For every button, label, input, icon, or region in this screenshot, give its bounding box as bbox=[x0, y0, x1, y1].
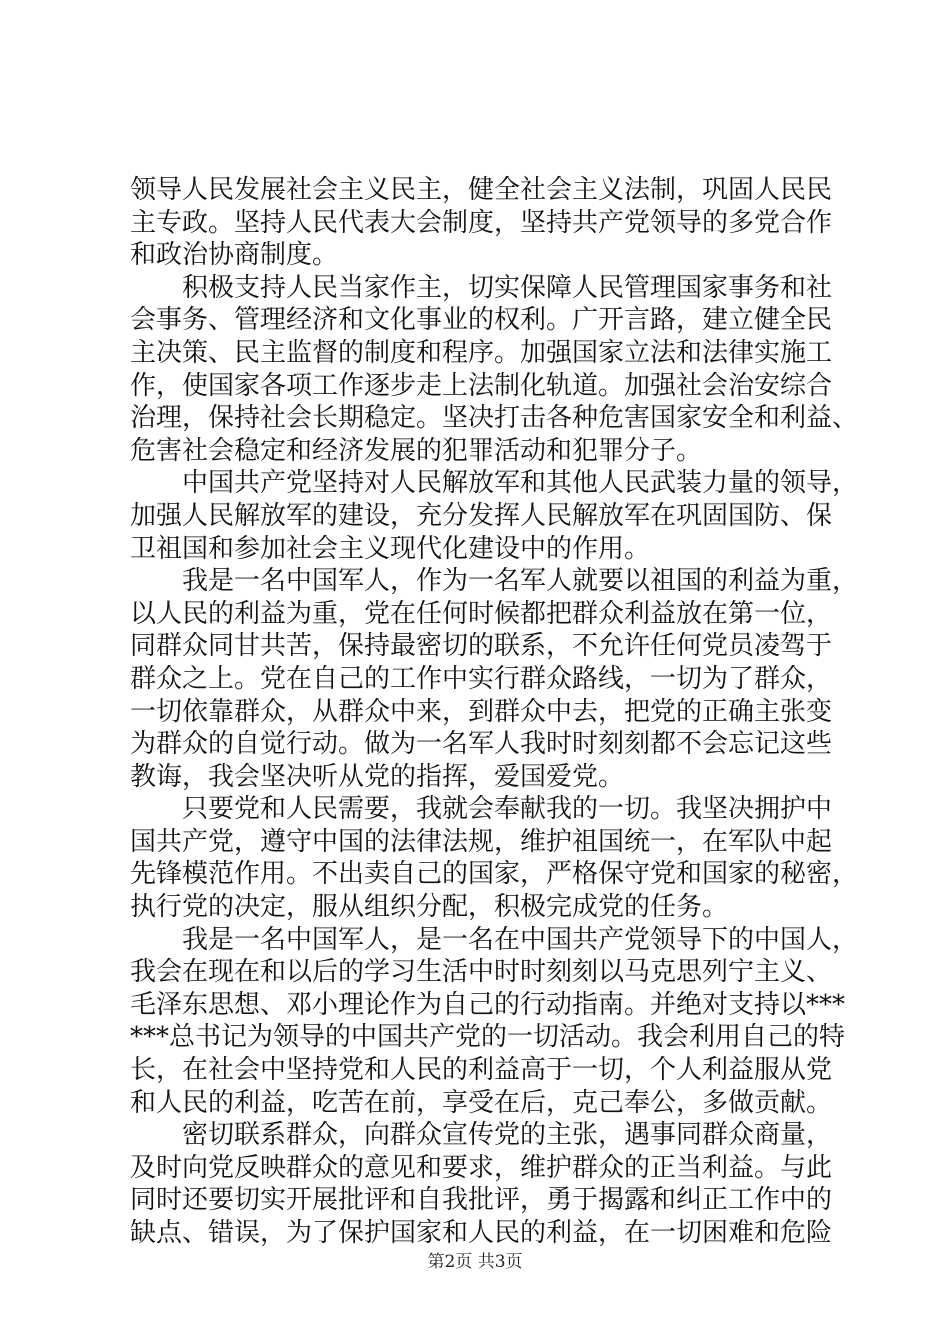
text-line: 和政治协商制度。 bbox=[130, 240, 339, 271]
text-line: 领导人民发展社会主义民主，健全社会主义法制，巩固人民民 bbox=[130, 175, 833, 205]
text-line: 以人民的利益为重，党在任何时候都把群众利益放在第一位， bbox=[130, 598, 833, 629]
paragraph bbox=[130, 467, 859, 565]
text-line: 群众之上。党在自己的工作中实行群众路线，一切为了群众， bbox=[130, 663, 833, 694]
text-line: 我是一名中国军人，作为一名军人就要以祖国的利益为重， bbox=[182, 566, 859, 597]
page-number-footer: 第2页 共3页 bbox=[427, 1252, 523, 1272]
document-body bbox=[130, 174, 859, 1250]
text-line: 会事务、管理经济和文化事业的权利。广开言路，建立健全民 bbox=[130, 305, 833, 336]
text-line: 先锋模范作用。不出卖自己的国家，严格保守党和国家的秘密， bbox=[130, 859, 859, 890]
paragraph bbox=[130, 565, 859, 793]
text-line: 卫祖国和参加社会主义现代化建设中的作用。 bbox=[130, 533, 651, 564]
text-line: 积极支持人民当家作主，切实保障人民管理国家事务和社 bbox=[182, 272, 833, 303]
text-line: 作，使国家各项工作逐步走上法制化轨道。加强社会治安综合 bbox=[130, 370, 833, 401]
text-line: 主专政。坚持人民代表大会制度，坚持共产党领导的多党合作 bbox=[130, 207, 833, 238]
text-line: 我是一名中国军人，是一名在中国共产党领导下的中国人， bbox=[182, 924, 859, 955]
text-line: 长，在社会中坚持党和人民的利益高于一切，个人利益服从党 bbox=[130, 1055, 833, 1086]
text-line: 国共产党，遵守中国的法律法规，维护祖国统一，在军队中起 bbox=[130, 826, 833, 857]
text-line: 同时还要切实开展批评和自我批评，勇于揭露和纠正工作中的 bbox=[130, 1185, 833, 1216]
text-line: 教诲，我会坚决听从党的指挥，爱国爱党。 bbox=[130, 761, 625, 792]
text-line: ***总书记为领导的中国共产党的一切活动。我会利用自己的特 bbox=[130, 1022, 846, 1053]
paragraph bbox=[130, 793, 859, 923]
paragraph bbox=[130, 924, 859, 1120]
text-line: 缺点、错误，为了保护国家和人民的利益，在一切困难和危险 bbox=[130, 1218, 833, 1248]
text-line: 执行党的决定，服从组织分配，积极完成党的任务。 bbox=[130, 892, 729, 923]
text-line: 和人民的利益，吃苦在前，享受在后，克己奉公，多做贡献。 bbox=[130, 1087, 833, 1118]
text-line: 毛泽东思想、邓小理论作为自己的行动指南。并绝对支持以*** bbox=[130, 989, 846, 1020]
text-line: 及时向党反映群众的意见和要求，维护群众的正当利益。与此 bbox=[130, 1152, 833, 1183]
text-line: 加强人民解放军的建设，充分发挥人民解放军在巩固国防、保 bbox=[130, 500, 833, 531]
text-line: 为群众的自觉行动。做为一名军人我时时刻刻都不会忘记这些 bbox=[130, 729, 833, 760]
text-line: 中国共产党坚持对人民解放军和其他人民武装力量的领导， bbox=[182, 468, 859, 499]
text-line: 我会在现在和以后的学习生活中时时刻刻以马克思列宁主义、 bbox=[130, 957, 833, 988]
text-line: 主决策、民主监督的制度和程序。加强国家立法和法律实施工 bbox=[130, 337, 833, 368]
paragraph bbox=[130, 174, 833, 272]
text-line: 危害社会稳定和经济发展的犯罪活动和犯罪分子。 bbox=[130, 435, 703, 466]
text-line: 密切联系群众，向群众宣传党的主张，遇事同群众商量， bbox=[182, 1120, 833, 1151]
text-line: 同群众同甘共苦，保持最密切的联系，不允许任何党员凌驾于 bbox=[130, 631, 833, 662]
paragraph bbox=[130, 272, 859, 468]
paragraph bbox=[130, 1119, 833, 1249]
text-line: 治理，保持社会长期稳定。坚决打击各种危害国家安全和利益、 bbox=[130, 403, 859, 434]
text-line: 一切依靠群众，从群众中来，到群众中去，把党的正确主张变 bbox=[130, 696, 833, 727]
text-line: 只要党和人民需要，我就会奉献我的一切。我坚决拥护中 bbox=[182, 794, 833, 825]
